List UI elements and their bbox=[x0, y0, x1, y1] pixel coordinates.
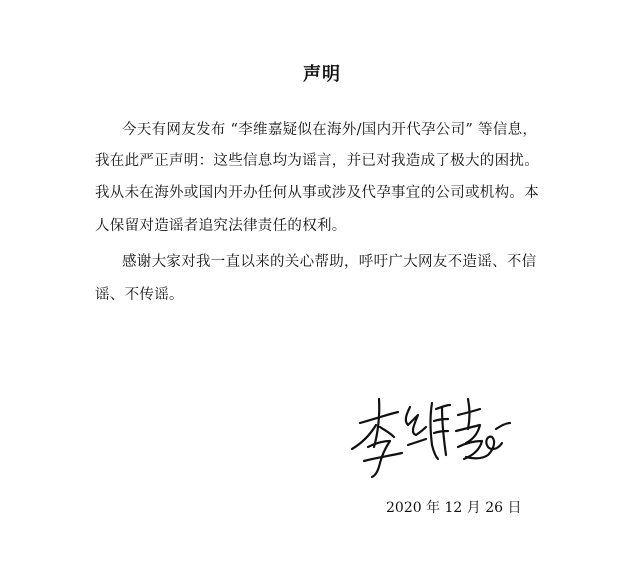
statement-date: 2020 年 12 月 26 日 bbox=[386, 500, 522, 516]
handwritten-signature bbox=[346, 385, 516, 480]
paragraph-2-line-1: 感谢大家对我一直以来的关心帮助，呼吁广大网友不造谣、不信 bbox=[122, 254, 537, 270]
paragraph-2-line-2: 谣、不传谣。 bbox=[95, 287, 184, 303]
statement-title: 声明 bbox=[303, 64, 341, 85]
paragraph-1-line-2: 我在此严正声明：这些信息均为谣言，并已对我造成了极大的困扰。 bbox=[95, 153, 539, 169]
paragraph-1-line-4: 人保留对造谣者追究法律责任的权利。 bbox=[95, 218, 347, 234]
paragraph-1-line-1: 今天有网友发布 “李维嘉疑似在海外/国内开代孕公司” 等信息， bbox=[122, 122, 538, 138]
paragraph-1-line-3: 我从未在海外或国内开办任何从事或涉及代孕事宜的公司或机构。本 bbox=[95, 185, 539, 201]
